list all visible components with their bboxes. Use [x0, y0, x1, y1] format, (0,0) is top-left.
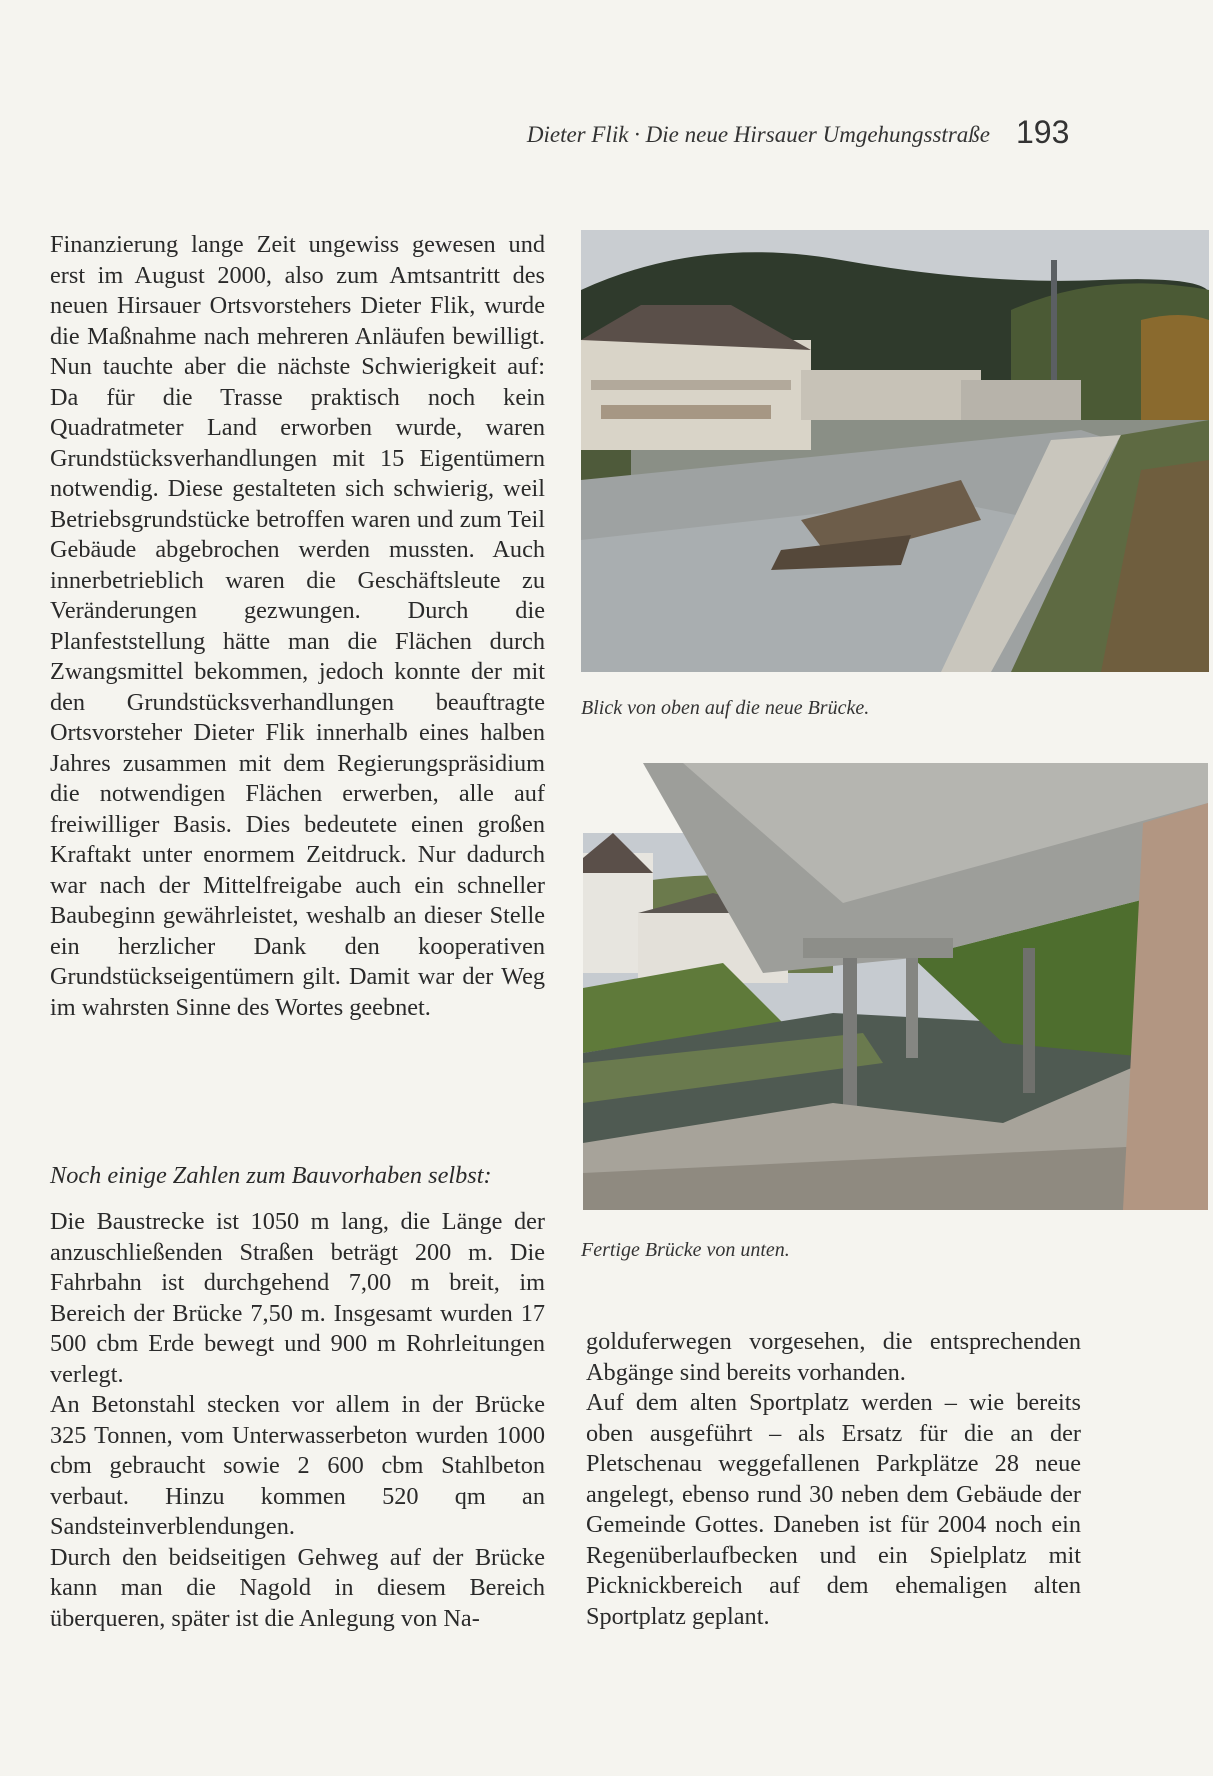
- photo-caption: Fertige Brücke von unten.: [581, 1239, 790, 1261]
- body-paragraph: Auf dem alten Sportplatz werden – wie bereits oben ausgeführt – als Ersatz für die an der Pletschenau weggefallenen Parkplätze 28 neue angelegt, ebenso rund 30 neben dem Gebäude der Gemeinde Gottes. Daneben ist für 2004 noch ein Regenüberlaufbecken und ein Spielplatz mit Picknickbereich auf dem ehemaligen alten Sportplatz geplant.: [586, 1389, 1081, 1630]
- section-subheading: Noch einige Zahlen zum Bauvorhaben selbst:: [50, 1162, 492, 1189]
- body-paragraph: golduferwegen vorgesehen, die entsprechenden Abgänge sind bereits vorhanden.: [586, 1328, 1081, 1386]
- bridge-underside-photo: [583, 763, 1208, 1210]
- body-paragraph: An Betonstahl stecken vor allem in der Brücke 325 Tonnen, vom Unterwasserbeton wurden 1000 cbm gebraucht sowie 2 600 cbm Stahlbeton verbaut. Hinzu kommen 520 qm an Sandsteinverblendungen.: [50, 1391, 545, 1540]
- body-paragraph: Durch den beidseitigen Gehweg auf der Brücke kann man die Nagold in diesem Bereich überqueren, später ist die Anlegung von Na-: [50, 1543, 545, 1632]
- left-column-subheading: [50, 1161, 545, 1192]
- body-paragraph: Finanzierung lange Zeit ungewiss gewesen und erst im August 2000, also zum Amtsantritt des neuen Hirsauer Ortsvorstehers Dieter Flik, wurde die Maßnahme nach mehreren Anläufen bewilligt. Nun tauchte aber die nächste Schwierigkeit auf: Da für die Trasse praktisch noch kein Quadratmeter Land erworben wurde, waren Grundstücksverhandlungen mit 15 Eigentümern notwendig. Diese gestalteten sich schwierig, weil Betriebsgrundstücke betroffen waren und zum Teil Gebäude abgebrochen werden mussten. Auch innerbetrieblich waren die Geschäftsleute zu Veränderungen gezwungen. Durch die Planfeststellung hätte man die Flächen durch Zwangsmittel bekommen, jedoch konnte der mit den Grundstücksverhandlungen beauftragte Ortsvorsteher Dieter Flik innerhalb eines halben Jahres zusammen mit dem Regierungspräsidium die notwendigen Flächen erwerben, alle auf freiwilliger Basis. Dies bedeutete einen großen Kraftakt unter enormem Zeitdruck. Nur dadurch war nach der Mittelfreigabe auch ein schneller Baubeginn gewährleistet, weshalb an dieser Stelle ein herzlicher Dank den kooperativen Grundstückseigentümern gilt. Damit war der Weg im wahrsten Sinne des Wortes geebnet.: [50, 231, 545, 1021]
- page-number: 193: [1016, 114, 1070, 150]
- photo-caption: Blick von oben auf die neue Brücke.: [581, 697, 870, 719]
- left-column-top: [50, 230, 545, 1023]
- right-column: [586, 1327, 1081, 1632]
- body-paragraph: Die Baustrecke ist 1050 m lang, die Länge der anzuschließenden Straßen beträgt 200 m. Die Fahrbahn ist durchgehend 7,00 m breit, im Bereich der Brücke 7,50 m. Insgesamt wurden 17 500 cbm Erde bewegt und 900 m Rohrleitungen verlegt.: [50, 1208, 545, 1388]
- left-column-bottom: [50, 1207, 545, 1634]
- running-title: Dieter Flik · Die neue Hirsauer Umgehungsstraße: [526, 122, 990, 147]
- bridge-top-photo: [581, 230, 1209, 672]
